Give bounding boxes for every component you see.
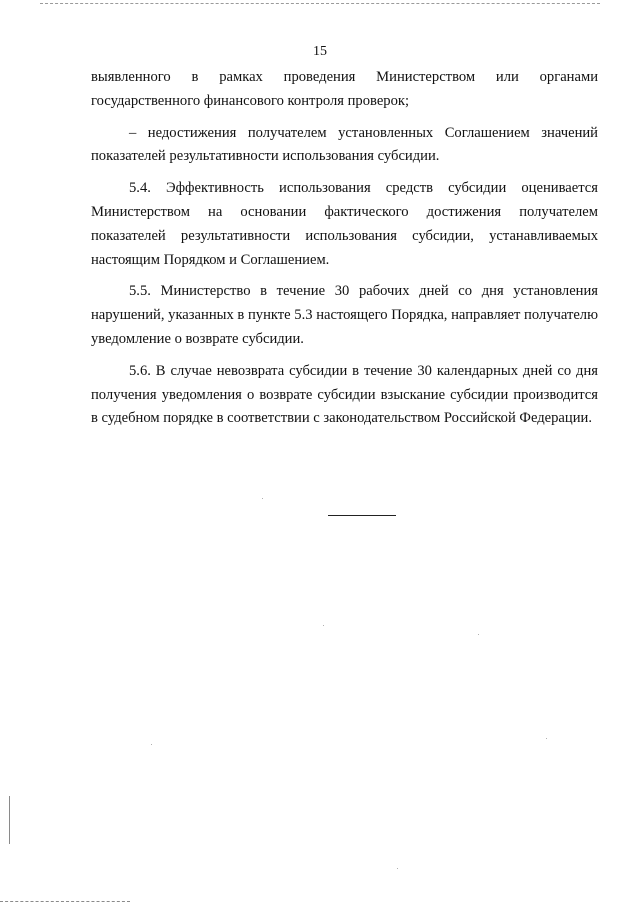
paragraph-5-5: 5.5. Министерство в течение 30 рабочих дней со дня установления нарушений, указанных в пункте 5.3 настоящего Порядка, направляет получателю уведомление о возврате субсидии. <box>91 283 598 347</box>
paragraph-list-item: – недостижения получателем установленных Соглашением значений показателей результативности использования субсидии. <box>91 124 598 165</box>
scan-margin-mark <box>9 796 10 844</box>
scan-edge-bottom <box>0 901 130 902</box>
paragraph-5-6: 5.6. В случае невозврата субсидии в течение 30 календарных дней со дня получения уведомления о возврате субсидии взыскание субсидии производится в судебном порядке в соответствии с законодательством Российской Федерации. <box>91 362 598 427</box>
scan-speck <box>262 498 263 499</box>
scan-edge-top <box>40 3 600 5</box>
scan-speck <box>546 738 547 739</box>
page-number: 15 <box>313 44 327 59</box>
paragraph-5-4: 5.4. Эффективность использования средств субсидии оценивается Министерством на основании фактического достижения получателем показателей результативности использования субсидии, устанавливаемых настоящим Порядком и Соглашением. <box>91 180 598 268</box>
scan-speck <box>478 634 479 635</box>
end-of-text-rule <box>328 515 396 516</box>
scan-speck <box>323 625 324 626</box>
scan-speck <box>151 744 152 745</box>
paragraph-continuation: выявленного в рамках проведения Министерством или органами государственного финансового контроля проверок; <box>91 69 598 109</box>
document-body <box>91 66 598 439</box>
scan-speck <box>397 868 398 869</box>
